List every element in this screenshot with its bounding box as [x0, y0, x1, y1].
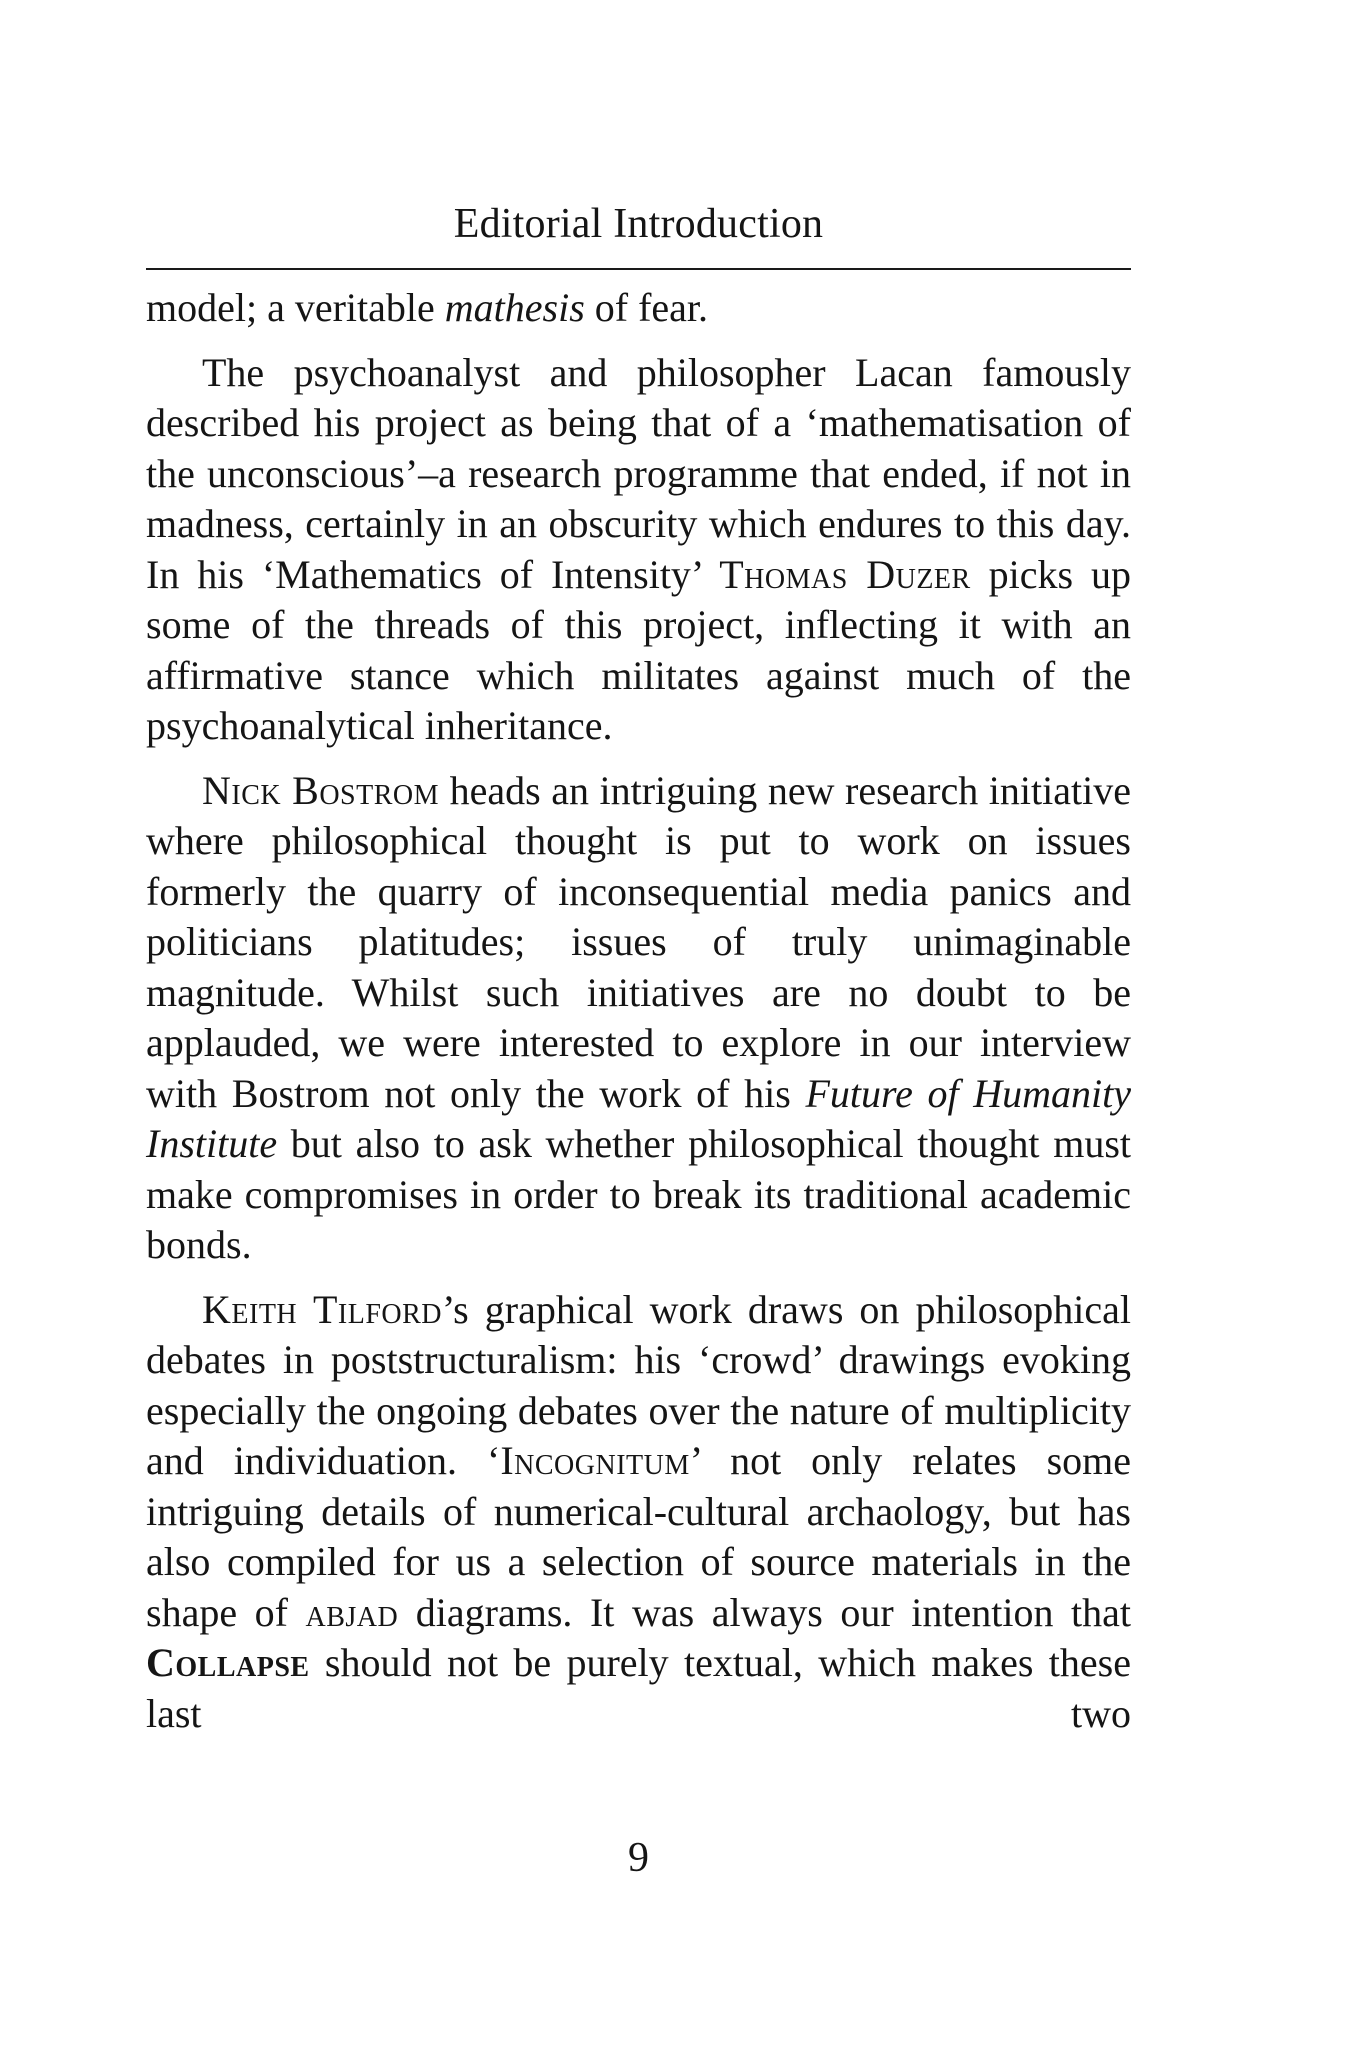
italic-institute: Future of Humanity Institute — [146, 1070, 1131, 1166]
paragraph-lacan — [146, 348, 1131, 752]
author-name: Nick Bostrom — [202, 767, 440, 813]
text-run: should not be purely textual, which makes these last two — [146, 1640, 1131, 1736]
italic-term: mathesis — [444, 285, 585, 330]
page-number: 9 — [628, 1835, 649, 1881]
header-rule — [146, 268, 1131, 270]
text-run: ’ not only relates some intriguing details of numerical-cultural archaology, but has also compiled for us a selection of source materials in the shape of — [146, 1438, 1131, 1635]
running-head: Editorial Introduction — [453, 201, 824, 247]
journal-name: Collapse — [146, 1640, 310, 1685]
paragraph-tilford — [146, 1285, 1131, 1740]
text-run: model; a veritable — [146, 285, 445, 330]
paragraph-bostrom — [146, 766, 1131, 1271]
text-run: The psychoanalyst and philosopher Lacan famously described his project as being that of a ‘mathematisation of the unconscious’–a research programme that ended, if not in madness, certainly in an obscurity which endures to this day. In his ‘Mathematics of Intensity’ — [146, 349, 1131, 597]
page — [146, 0, 1131, 2067]
small-caps-term: abjad — [305, 1589, 399, 1635]
small-caps-term: Incognitum — [500, 1438, 690, 1483]
text-run: of fear. — [584, 285, 709, 330]
author-name: Thomas Duzer — [719, 551, 971, 597]
text-run: but also to ask whether philosophical thought must make compromises in order to break its traditional academic bonds. — [146, 1121, 1131, 1267]
text-run: diagrams. It was always our intention that — [398, 1589, 1131, 1635]
text-run: picks up some of the threads of this project, inflecting it with an affirmative stance which militates against much of the psychoanalytical inheritance. — [146, 551, 1131, 748]
text-run: heads an intriguing new research initiative where philosophical thought is put to work on issues formerly the quarry of inconsequential media panics and politicians platitudes; issues of truly unimaginable magnitude. Whilst such initiatives are no doubt to be applauded, we were interested to explore in our interview with Bostrom not only the work of his — [146, 767, 1131, 1116]
paragraph-continuation — [146, 283, 1131, 334]
text-run: ’s graphical work draws on philosophical debates in poststructuralism: his ‘crowd’ drawings evoking especially the ongoing debates over the nature of multiplicity and individuation. ‘ — [146, 1286, 1131, 1483]
author-name: Keith Tilford — [202, 1286, 443, 1332]
body-text — [146, 283, 1131, 1739]
